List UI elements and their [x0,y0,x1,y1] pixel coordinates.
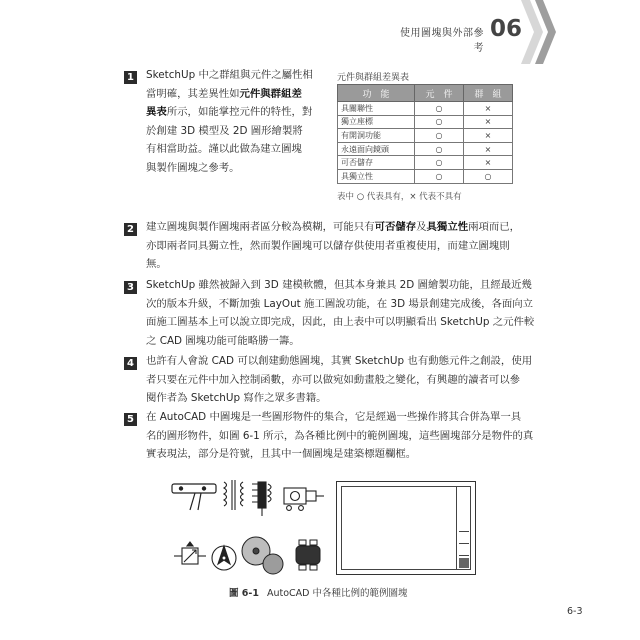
table-cell-mark: × [464,142,513,156]
paragraph-line [146,159,328,178]
table-cell-mark: × [464,102,513,116]
emphasis-text: 元件與群組差 [239,87,302,100]
paragraph-5 [146,408,534,464]
paragraph-line [146,140,328,159]
chevron-decoration-icon [521,0,556,64]
body-text: 兩項而已， [468,221,521,233]
body-text: 於創建 3D 模型及 2D 圖形繪製將 [146,124,303,137]
paragraph-line [146,445,514,464]
paragraph-line [146,103,328,122]
emphasis-text: 可否儲存 [374,221,417,233]
transformer-block-icon [224,480,243,510]
table-cell-feature: 可否儲存 [338,156,415,170]
table-cell-mark: × [464,115,513,129]
north-arrow-block-icon [212,546,236,570]
paragraph-line [146,295,534,314]
component-group-table [337,84,513,184]
chapter-number: 06 [490,16,523,42]
table-row [338,102,513,116]
item-number-4: 4 [124,357,137,370]
table-cell-mark: ○ [415,129,464,143]
table-cell-feature: 永遠面向鏡頭 [338,142,415,156]
table-row [338,156,513,170]
body-text: 面施工圖基本上可以說立即完成，因此，由上表中可以明顯看出 SketchUp 之元件較 [146,316,535,328]
body-text: 與製作圖塊之參考。 [146,161,240,174]
body-text: 次的版本升級，不斷加強 LayOut 施工圖說功能，在 3D 場景創建完成後，各面向立 [146,297,534,310]
paragraph-line [146,371,521,390]
paragraph-line [146,237,514,256]
paragraph-line [146,408,522,427]
body-text: 所示，如能掌控元件的特性，對 [166,106,313,118]
table-header-component: 元 件 [415,85,464,102]
body-text: SketchUp 雖然被歸入到 3D 建模軟體，但其本身兼具 2D 圖繪製功能，且經最近幾 [146,279,532,291]
table-row [338,142,513,156]
figure-caption [229,585,408,599]
paragraph-line [146,313,535,332]
title-block-frame [336,481,476,575]
item-number-2: 2 [124,223,137,236]
body-text: 之 CAD 圖塊功能可能略勝一籌。 [146,334,300,347]
chapter-title: 使用圖塊與外部參考 [400,28,484,54]
table-header-row [338,85,513,102]
table-row [338,115,513,129]
paragraph-line [146,66,328,85]
table-header-group: 群 組 [464,85,513,102]
body-text: 在 AutoCAD 中圖塊是一些圖形物件的集合，它是經過一些操作將其合併為單一具 [146,411,522,423]
paragraph-line [146,218,521,237]
body-text: 建立圖塊與製作圖塊兩者區分較為模糊，可能只有 [146,221,375,233]
paragraph-line [146,85,328,104]
furniture-block-icon [296,540,320,570]
body-text: SketchUp 中之群組與元件之屬性相 [146,69,313,81]
paragraph-line [146,389,514,408]
table-cell-mark: ○ [415,169,464,183]
body-text: 無。 [146,258,167,270]
paragraph-line [146,255,514,274]
table-cell-mark: ○ [415,102,464,116]
paragraph-line [146,427,534,446]
page-number: 6-3 [567,606,583,617]
table-cell-feature: 具關聯性 [338,102,415,116]
body-text: 當明確，其差異性如 [146,87,240,100]
paragraph-line [146,122,328,141]
table-cell-mark: ○ [415,115,464,129]
table-cell-mark: × [464,156,513,170]
body-text: 閱作者為 SketchUp 寫作之眾多書籍。 [146,392,327,404]
body-text: 也許有人會說 CAD 可以創建動態圖塊，其實 SketchUp 也有動態元件之創設，使用 [146,355,533,367]
coil-block-icon [252,482,271,516]
table-row [338,169,513,183]
body-text: 有相當助益。謹以此做為建立圖塊 [146,143,302,155]
body-text: 名的圖形物件，如圖 6-1 所示，為各種比例中的範例圖塊，這些圖塊部分是物件的真 [146,429,534,442]
table-note: 表中 ○ 代表具有，× 代表不具有 [337,192,462,202]
wrench-block-icon [172,484,216,510]
paragraph-line [146,332,514,351]
camera-block-icon [284,488,324,510]
body-text: 實表現法，部分是符號，且其中一個圖塊是建築標題欄框。 [146,448,417,460]
paragraph-line [146,352,533,371]
table-cell-mark: ○ [415,156,464,170]
item-number-3: 3 [124,281,137,294]
schematic-block-icon [174,542,206,564]
emphasis-text: 具獨立性 [426,221,469,233]
tree-block-icon [242,537,283,574]
paragraph-1 [146,66,328,177]
figure-label: 圖 6-1 [229,588,259,599]
paragraph-3 [146,276,535,350]
paragraph-4 [146,352,533,408]
table-cell-feature: 具獨立性 [338,169,415,183]
table-cell-mark: ○ [464,169,513,183]
table-cell-mark: × [464,129,513,143]
body-text: 者只要在元件中加入控制函數，亦可以做宛如動畫般之變化，有興趣的讀者可以參 [146,373,521,386]
item-number-5: 5 [124,413,137,426]
paragraph-2 [146,218,521,274]
table-cell-feature: 有開洞功能 [338,129,415,143]
table-header-function: 功 能 [338,85,415,102]
table-caption: 元件與群組差異表 [337,73,410,83]
emphasis-text: 異表 [146,106,167,118]
body-text: 及 [416,221,427,233]
item-number-1: 1 [124,71,137,84]
body-text: 亦即兩者同具獨立性，然而製作圖塊可以儲存供使用者重複使用，而建立圖塊則 [146,239,510,252]
paragraph-line [146,276,532,295]
figure-caption-text: AutoCAD 中各種比例的範例圖塊 [266,588,408,599]
table-row [338,129,513,143]
table-cell-mark: ○ [415,142,464,156]
sample-blocks-illustration [168,476,328,580]
table-cell-feature: 獨立座標 [338,115,415,129]
